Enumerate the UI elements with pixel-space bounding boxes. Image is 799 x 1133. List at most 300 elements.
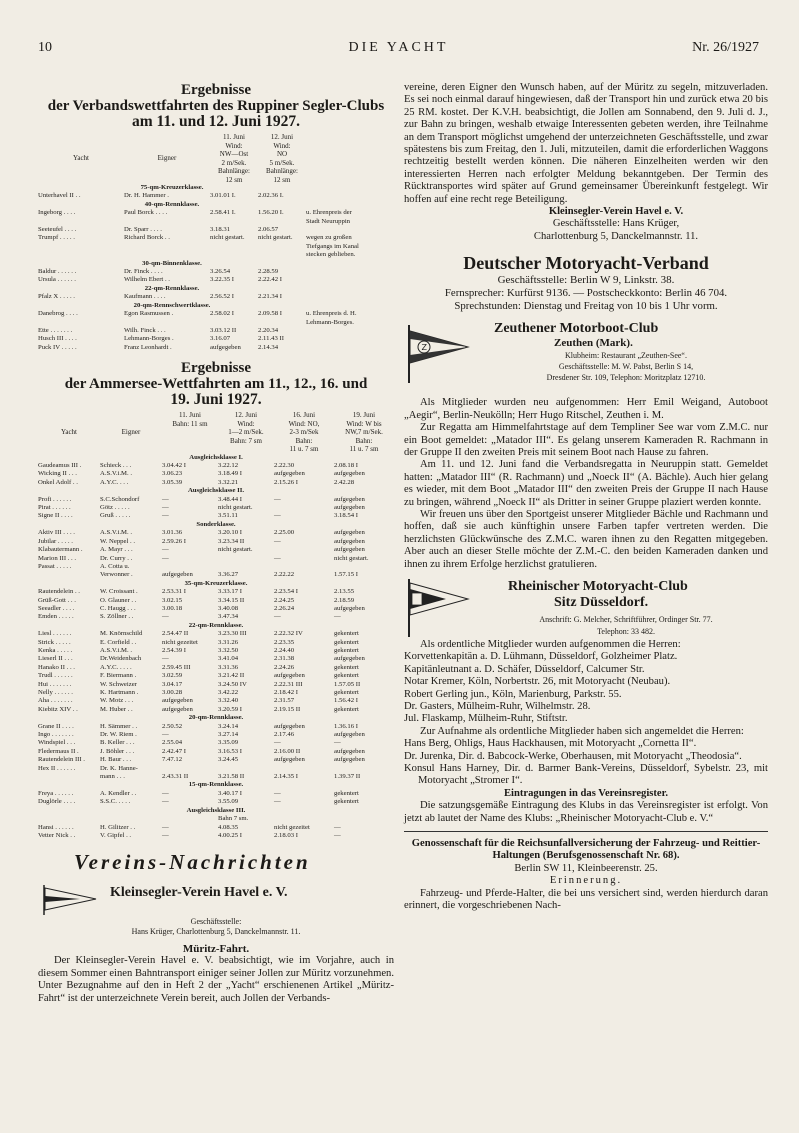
result-day4: aufgegeben bbox=[334, 470, 365, 478]
club1-office: Geschäftsstelle: bbox=[190, 917, 242, 927]
register-paragraph: Die satzungsgemäße Eintragung des Klubs in das Vereinsregister ist erfolgt. Von jetzt ab lautet der Name des Klubs: „Rheinischer Motoryacht-Club e. V.“ bbox=[404, 800, 768, 824]
table-row bbox=[38, 470, 394, 478]
result-day1: 3.26.54 bbox=[210, 268, 231, 276]
member-line: Hans Berg, Ohligs, Haus Hackhausen, mit Motoryacht „Cornetta II“. bbox=[404, 738, 697, 750]
yacht-name: Hansi . . . . . . bbox=[38, 823, 74, 831]
result-day2: 3.23.30 III bbox=[218, 630, 247, 638]
spacer-cell bbox=[306, 184, 394, 192]
class-name: 30-qm-Binnenklasse. bbox=[142, 259, 202, 267]
yacht-name: Kenka . . . . . bbox=[38, 646, 73, 654]
table-row bbox=[38, 824, 394, 832]
yacht-name: Puck IV . . . . . bbox=[38, 343, 77, 351]
result-day3 bbox=[274, 815, 334, 823]
ammersee-col-day1 bbox=[162, 411, 218, 454]
column-header-line: NW—Ost bbox=[219, 150, 249, 158]
member-line: Robert Gerling jun., Köln, Marienburg, Parkstr. 55. bbox=[404, 688, 622, 700]
result-day1: 3.03.12 II bbox=[210, 326, 237, 334]
yacht-name: Ette . . . . . . . bbox=[38, 326, 73, 334]
result-day1: — bbox=[162, 554, 169, 562]
result-day4: 1.56.42 I bbox=[334, 697, 358, 705]
result-day4: 3.18.54 I bbox=[334, 512, 358, 520]
ammersee-results bbox=[38, 360, 394, 840]
owner-name: A.Y.C. . . . . bbox=[100, 663, 132, 671]
table-row bbox=[38, 243, 394, 251]
yacht-name: Ingo . . . . . . . bbox=[38, 731, 74, 739]
class-name: 20-qm-Rennklasse. bbox=[188, 714, 244, 722]
table-row bbox=[38, 613, 394, 621]
result-day3: 2.14.35 I bbox=[274, 773, 298, 781]
result-day3: 2.24.26 bbox=[274, 663, 295, 671]
result-day3: 2.26.24 bbox=[274, 604, 295, 612]
section-divider bbox=[404, 831, 768, 832]
result-day3: 2.31.57 bbox=[274, 697, 295, 705]
result-day1: 2.50.52 bbox=[162, 722, 183, 730]
yacht-name: Vetter Nick . . bbox=[38, 831, 76, 839]
member-line: Korvettenkapitän a. D. Lühmann, Düsseldorf, Golzheimer Platz. bbox=[404, 651, 678, 663]
issue-number: Nr. 26/1927 bbox=[692, 40, 759, 55]
zmc-header bbox=[404, 321, 768, 397]
table-row bbox=[38, 655, 394, 663]
result-note bbox=[306, 293, 394, 301]
class-name: 35-qm-Kreuzerklasse. bbox=[184, 579, 248, 587]
yacht-name bbox=[38, 251, 124, 259]
owner-name: W. Schweizer bbox=[100, 680, 137, 688]
genossenschaft-text bbox=[404, 888, 768, 913]
yacht-name: Trudl . . . . . . bbox=[38, 672, 73, 680]
result-day1: 2.42.47 I bbox=[162, 747, 186, 755]
result-day1: — bbox=[162, 823, 169, 831]
yacht-name: Marion III . . . bbox=[38, 554, 77, 562]
table-row bbox=[38, 504, 394, 512]
ammersee-table bbox=[38, 454, 394, 841]
class-row bbox=[38, 184, 394, 192]
result-day4: gekentert bbox=[334, 630, 359, 638]
table-row bbox=[38, 739, 394, 747]
result-day1: 7.47.12 bbox=[162, 756, 183, 764]
table-row bbox=[38, 209, 394, 217]
result-day1: — bbox=[162, 731, 169, 739]
result-day3: 2.31.38 bbox=[274, 655, 295, 663]
owner-name: E. Corfield . . bbox=[100, 638, 137, 646]
table-row bbox=[38, 293, 394, 301]
owner-name: Wilh. Finck . . . bbox=[124, 326, 166, 334]
ruppin-title-1: Ergebnisse bbox=[180, 82, 251, 98]
yacht-name: Hanako II . . . bbox=[38, 663, 75, 671]
yacht-name: Seeteufel . . . . bbox=[38, 226, 77, 234]
yacht-name: Unterhavel II . . bbox=[38, 192, 81, 200]
owner-name bbox=[100, 815, 162, 823]
result-day2: 4.08.35 bbox=[218, 823, 239, 831]
table-row bbox=[38, 479, 394, 487]
result-day4: aufgegeben bbox=[334, 655, 365, 663]
owner-name: S.C.Schondorf bbox=[100, 495, 140, 503]
result-day3: — bbox=[274, 495, 281, 503]
result-day3: 2.22.30 bbox=[274, 462, 295, 470]
result-note bbox=[306, 335, 394, 343]
result-day3: — bbox=[274, 554, 281, 562]
club1-address: Hans Krüger, Charlottenburg 5, Danckelmannstr. 11. bbox=[131, 927, 301, 937]
owner-name: M. Huber . . bbox=[100, 705, 133, 713]
table-row bbox=[38, 706, 394, 714]
owner-name: A. Cotta u. bbox=[100, 562, 130, 570]
result-day2: 3.32.21 bbox=[218, 478, 239, 486]
result-day2: 2.20.34 bbox=[258, 326, 279, 334]
result-day2: 3.55.09 bbox=[218, 798, 239, 806]
yacht-name: Rautendelein III . bbox=[38, 756, 85, 764]
table-row bbox=[38, 815, 394, 823]
class-name: Ausgleichsklasse III. bbox=[186, 806, 246, 814]
class-name: 75-qm-Kreuzerklasse. bbox=[140, 184, 204, 191]
result-day3 bbox=[274, 504, 334, 512]
yacht-name bbox=[38, 571, 100, 579]
result-day2: 3.36.27 bbox=[218, 571, 239, 579]
result-day1: — bbox=[162, 546, 169, 554]
ruppin-results bbox=[38, 82, 394, 352]
page-header bbox=[38, 40, 759, 62]
table-row bbox=[38, 512, 394, 520]
result-day1 bbox=[210, 218, 258, 226]
owner-name: Paul Borck . . . . bbox=[124, 209, 168, 217]
rmc-members bbox=[404, 639, 768, 788]
owner-name: Schieck . . . bbox=[100, 462, 132, 470]
result-day2: 3.32.40 bbox=[218, 697, 239, 705]
result-day2 bbox=[218, 765, 274, 773]
result-day2: 3.20.10 I bbox=[218, 529, 242, 537]
result-day4: gekentert bbox=[334, 638, 359, 646]
result-day2: 1.56.20 I. bbox=[258, 209, 284, 217]
result-day2: 3.24.14 bbox=[218, 722, 239, 730]
result-day2: nicht gestart. bbox=[218, 546, 253, 554]
zmc-flag-icon bbox=[406, 325, 470, 383]
owner-name bbox=[124, 319, 210, 327]
result-day3: 2.25.00 bbox=[274, 529, 295, 537]
page-number: 10 bbox=[38, 40, 52, 55]
result-day1: aufgegeben bbox=[210, 343, 241, 351]
result-note: u. Ehrenpreis der bbox=[306, 209, 352, 217]
owner-name bbox=[124, 243, 210, 251]
signature-office: Geschäftsstelle: Hans Krüger, bbox=[552, 218, 680, 230]
table-row bbox=[38, 538, 394, 546]
table-row bbox=[38, 790, 394, 798]
result-day1: 2.56.52 I bbox=[210, 293, 234, 301]
result-day1: 2.53.31 I bbox=[162, 588, 186, 596]
result-day4: aufgegeben bbox=[334, 495, 365, 503]
yacht-name: Trumpf . . . . . bbox=[38, 234, 75, 242]
yacht-name: Liesl . . . . . . bbox=[38, 630, 72, 638]
result-day1 bbox=[162, 765, 218, 773]
table-row bbox=[38, 268, 394, 276]
result-day3: 2.18.42 I bbox=[274, 689, 298, 696]
yacht-name: Pfalz X . . . . . bbox=[38, 293, 75, 301]
result-day4: aufgegeben bbox=[334, 546, 365, 554]
result-day2: nicht gestart. bbox=[258, 234, 293, 242]
result-day1: 3.01.36 bbox=[162, 529, 183, 537]
result-day2: 2.14.34 bbox=[258, 343, 279, 351]
result-day4: gekentert bbox=[334, 798, 359, 806]
result-day3: aufgegeben bbox=[274, 756, 305, 764]
table-row bbox=[38, 773, 394, 781]
owner-name: Dr. Finck . . . . bbox=[124, 268, 163, 276]
ammersee-col-owner: Eigner bbox=[121, 428, 141, 437]
result-day2: 2.06.57 bbox=[258, 226, 279, 234]
yacht-name: Pirat . . . . . . bbox=[38, 504, 71, 512]
column-header-line: Bahnlänge: bbox=[266, 167, 298, 175]
result-day4: 2.13.55 bbox=[334, 588, 355, 596]
class-row bbox=[38, 285, 394, 293]
member-line: Dr. Jurenka, Dir. d. Babcock-Werke, Oberhausen, mit Motoryacht „Theodosia“. bbox=[404, 750, 742, 762]
table-row bbox=[38, 218, 394, 226]
result-day1: — bbox=[162, 512, 169, 520]
owner-name: V. Gipfel . . bbox=[100, 831, 132, 839]
muritz-text bbox=[38, 955, 394, 1005]
result-note: Lehmann-Borges. bbox=[306, 318, 354, 326]
result-day4: gekentert bbox=[334, 689, 359, 696]
column-header-line: Bahn: 7 sm bbox=[230, 436, 262, 445]
class-name: Ausgleichsklasse II. bbox=[187, 487, 245, 495]
column-header-line: Bahn: 11 sm bbox=[172, 419, 208, 428]
class-row bbox=[38, 260, 394, 268]
club1-name: Kleinsegler-Verein Havel e. V. bbox=[110, 885, 288, 901]
result-day1: 3.00.18 bbox=[162, 604, 183, 612]
result-day3: aufgegeben bbox=[274, 722, 305, 730]
result-day4: gekentert bbox=[334, 663, 359, 671]
result-day1 bbox=[210, 243, 258, 251]
owner-name: Dr. K. Hanne- bbox=[100, 764, 138, 772]
result-day1: 3.02.59 bbox=[162, 672, 183, 680]
table-row bbox=[38, 276, 394, 284]
owner-name: Gruß . . . . . bbox=[100, 512, 131, 520]
result-day2: 3.31.26 bbox=[218, 638, 239, 646]
table-row bbox=[38, 605, 394, 613]
class-row bbox=[38, 454, 394, 462]
result-day4: 1.36.16 I bbox=[334, 722, 358, 730]
owner-name: Dr. Sparr . . . . bbox=[124, 226, 162, 234]
yacht-name: Aktiv III . . . . bbox=[38, 529, 75, 537]
result-day1: — bbox=[162, 655, 169, 663]
table-row bbox=[38, 234, 394, 242]
result-note: stecken geblieben. bbox=[306, 251, 356, 259]
muritz-title: Müritz-Fahrt. bbox=[182, 943, 250, 956]
zmc-address: Dresdener Str. 109, Telephon: Moritzplatz 12710. bbox=[546, 373, 706, 383]
right-column bbox=[404, 82, 768, 913]
result-day2: 3.21.58 II bbox=[218, 773, 245, 781]
member-line: Als ordentliche Mitglieder wurden aufgenommen die Herren: bbox=[420, 638, 681, 650]
yacht-name: Hex II . . . . . . bbox=[38, 764, 76, 772]
owner-name: Dr. Curry . . bbox=[100, 554, 133, 562]
owner-name: A.Y.C. . . . bbox=[100, 478, 129, 486]
table-row bbox=[38, 798, 394, 806]
result-note: wegen zu großen bbox=[306, 234, 352, 242]
table-row bbox=[38, 588, 394, 596]
table-row bbox=[38, 310, 394, 318]
column-header-line: 16. Juni bbox=[292, 411, 316, 420]
result-day1: 2.59.45 III bbox=[162, 663, 191, 671]
zmc-paragraph-2: Zur Regatta am Himmelfahrtstage auf dem Templiner See war vom Z.M.C. nur ein Boot gemeldet: „Matador III“. Es gelang unserem Kameraden R. Rachmann in der Gruppe II den zweiten Preis mit seinem Boot nach Hause zu fahren. bbox=[404, 422, 768, 458]
result-day4: aufgegeben bbox=[334, 537, 365, 545]
genossenschaft-title: Genossenschaft für die Reichsunfallversicherung der Fahrzeug- und Reittier-Haltungen (Berufsgenossenschaft Nr. 68). bbox=[411, 838, 761, 862]
yacht-name: Freya . . . . . . bbox=[38, 789, 74, 797]
dmv-hours: Sprechstunden: Dienstag und Freitag von 10 bis 1 Uhr vorm. bbox=[454, 300, 718, 313]
result-day1 bbox=[210, 251, 258, 259]
result-day2: 2.22.42 I bbox=[258, 276, 282, 284]
result-note: Tiefgangs im Kanal bbox=[306, 242, 359, 250]
column-header-line: 11. Juni bbox=[179, 411, 201, 420]
owner-name: Dr. H. Hammer . bbox=[124, 192, 169, 200]
result-day2: 3.32.50 bbox=[218, 646, 239, 654]
rmc-flag-icon bbox=[406, 579, 470, 637]
member-line: Kapitänleutnant a. D. Schäfer, Düsseldorf, Calcumer Str. bbox=[404, 663, 645, 675]
owner-name: Lehmann-Borges . bbox=[124, 335, 174, 343]
owner-name: A.S.V.i.M. . bbox=[100, 646, 133, 654]
ammersee-title-1: Ergebnisse bbox=[180, 360, 251, 377]
member-line: Dr. Gasters, Mülheim-Ruhr, Wilhelmstr. 28. bbox=[404, 701, 591, 712]
result-day3: 2.23.35 bbox=[274, 638, 295, 646]
result-day2: 2.02.36 I. bbox=[258, 192, 284, 200]
ammersee-col-day2 bbox=[218, 411, 274, 454]
column-header-line: Wind: bbox=[273, 141, 291, 150]
result-day4: 2.08.18 I bbox=[334, 462, 358, 470]
class-row bbox=[38, 622, 394, 630]
column-header-line: Bahn: bbox=[295, 436, 313, 445]
column-header-line: Wind: bbox=[237, 419, 255, 428]
result-day2 bbox=[258, 251, 306, 259]
result-day1 bbox=[162, 815, 218, 823]
result-day2: 3.41.04 bbox=[218, 655, 239, 663]
result-day1: — bbox=[162, 495, 169, 503]
result-day1: 2.54.39 I bbox=[162, 646, 186, 654]
table-row bbox=[38, 251, 394, 259]
table-row bbox=[38, 630, 394, 638]
result-day1 bbox=[162, 563, 218, 571]
result-day2: 3.42.22 bbox=[218, 689, 239, 696]
table-row bbox=[38, 226, 394, 234]
table-row bbox=[38, 639, 394, 647]
zmc-office: Geschäftsstelle: M. W. Pabst, Berlin S 14, bbox=[558, 362, 694, 372]
column-header-line: NO bbox=[276, 150, 288, 158]
result-day2: 3.27.14 bbox=[218, 731, 239, 739]
yacht-name: Aha . . . . . . . bbox=[38, 697, 73, 705]
yacht-name: Kiebitz XIV . . bbox=[38, 705, 78, 713]
result-day1: nicht gezeitet bbox=[162, 638, 198, 646]
zmc-clubhouse: Klubheim: Restaurant „Zeuthen-See“. bbox=[565, 351, 687, 361]
class-row bbox=[38, 201, 394, 209]
yacht-name bbox=[38, 218, 124, 226]
result-day2 bbox=[258, 243, 306, 251]
owner-name: H. Baur . . . bbox=[100, 756, 132, 764]
result-day2: 2.28.59 bbox=[258, 268, 279, 276]
owner-name: Dr.Weidenbach bbox=[100, 655, 142, 663]
result-day3: nicht gezeitet bbox=[274, 823, 310, 831]
ruppin-col-day1 bbox=[210, 133, 258, 184]
result-day1: 2.54.47 II bbox=[162, 630, 189, 638]
result-day4: gekentert bbox=[334, 672, 359, 680]
ruppin-col-yacht: Yacht bbox=[72, 154, 89, 163]
result-day1: 3.02.15 bbox=[162, 596, 183, 604]
owner-name: C. Haugg . . . bbox=[100, 604, 136, 612]
result-day4: 1.57.05 II bbox=[334, 680, 361, 688]
result-day2: 4.00.25 I bbox=[218, 831, 242, 839]
genossenschaft-paragraph: Fahrzeug- und Pferde-Halter, die bei uns versichert sind, werden hierdurch daran erinnert, die vorgeschriebenen Nach- bbox=[404, 887, 768, 912]
table-row bbox=[38, 496, 394, 504]
yacht-name: Jubilar . . . . . bbox=[38, 537, 73, 545]
ammersee-header-table bbox=[38, 411, 394, 454]
ammersee-col-yacht: Yacht bbox=[60, 428, 77, 437]
result-day1: 2.55.04 bbox=[162, 739, 183, 747]
yacht-name: Hui . . . . . . . bbox=[38, 680, 72, 688]
yacht-name: Ingeborg . . . . bbox=[38, 209, 76, 217]
signature-club: Kleinsegler-Verein Havel e. V. bbox=[548, 206, 684, 218]
result-day4: aufgegeben bbox=[334, 731, 365, 739]
column-header-line: 11 u. 7 sm bbox=[289, 445, 319, 454]
result-day1: 3.22.35 I bbox=[210, 276, 234, 284]
result-day1: 3.00.28 bbox=[162, 689, 183, 696]
ruppin-col-owner: Eigner bbox=[157, 154, 177, 163]
result-day2: 2.09.58 I bbox=[258, 310, 282, 318]
result-day2: 3.34.15 II bbox=[218, 596, 245, 604]
result-day2: 2.21.34 I bbox=[258, 293, 282, 301]
result-day4 bbox=[334, 815, 394, 823]
owner-name: W. Neppel . . bbox=[100, 537, 136, 545]
owner-name: A. Mayr . . . bbox=[100, 546, 133, 554]
result-day3: — bbox=[274, 739, 281, 747]
yacht-name: Husch III . . . . bbox=[38, 335, 77, 343]
result-day1: aufgegeben bbox=[162, 697, 193, 705]
result-day3: 2.23.54 I bbox=[274, 588, 298, 596]
spacer-cell bbox=[306, 260, 394, 268]
result-day2: 3.40.08 bbox=[218, 604, 239, 612]
yacht-name: Wicking II . . . bbox=[38, 470, 77, 478]
register-text bbox=[404, 800, 768, 825]
result-day2: 3.18.49 I bbox=[218, 470, 242, 478]
table-row bbox=[38, 563, 394, 571]
owner-name: S. Zöllner . . bbox=[100, 613, 134, 621]
result-day1: aufgegeben bbox=[162, 571, 193, 579]
result-day2: 3.47.34 bbox=[218, 613, 239, 621]
result-day3: 2.18.03 I bbox=[274, 831, 298, 839]
ruppin-col-day2 bbox=[258, 133, 306, 184]
owner-name: H. Sämmer . . bbox=[100, 722, 138, 730]
result-note bbox=[306, 327, 394, 335]
zmc-paragraph-3: Am 11. und 12. Juni fand die Verbandsregatta in Neuruppin statt. Gemeldet hatten: „Matador III“ (R. Rachmann) und „Noeck II“ (A. Bächle). Auch hier gelang es wieder, mit dem Boot „Matador III“ den zweiten Preis der Gruppe II nach Hause zu bringen, während „Noeck II“ als Dritter in seiner Gruppe plaziert werden konnte. bbox=[404, 459, 768, 508]
table-row bbox=[38, 765, 394, 773]
result-day2: 3.33.17 I bbox=[218, 588, 242, 596]
result-day3: 2.16.00 II bbox=[274, 747, 301, 755]
yacht-name bbox=[38, 243, 124, 251]
class-name: Sonderklasse. bbox=[196, 520, 236, 528]
column-header-line: 12 sm bbox=[225, 175, 243, 184]
class-name: 22-qm-Rennklasse. bbox=[188, 621, 244, 629]
result-day1: 3.01.01 I. bbox=[210, 192, 236, 200]
yacht-name bbox=[38, 773, 100, 781]
yacht-name bbox=[38, 815, 100, 823]
dmv-title: Deutscher Motoryacht-Verband bbox=[463, 253, 709, 274]
class-name: Ausgleichsklasse I. bbox=[189, 453, 243, 461]
yacht-name: Passat . . . . . bbox=[38, 562, 72, 570]
yacht-name: Fledermaus II . bbox=[38, 747, 79, 755]
member-line: Jul. Flaskamp, Mülheim-Ruhr, Stiftstr. bbox=[404, 713, 568, 725]
ammersee-col-day4 bbox=[334, 411, 394, 454]
column-header-line: NW,7 m/Sek. bbox=[345, 428, 383, 437]
owner-name: M. Knörnschild bbox=[100, 630, 143, 638]
continuation-text bbox=[404, 82, 768, 206]
result-day3: — bbox=[274, 537, 281, 545]
owner-name: A.S.V.i.M. . bbox=[100, 529, 133, 537]
owner-name: W. Motz . . . bbox=[100, 697, 134, 705]
yacht-name: Gaudeamus III . bbox=[38, 462, 82, 470]
result-day4: aufgegeben bbox=[334, 604, 365, 612]
yacht-name: Seeadler . . . . bbox=[38, 604, 75, 612]
result-day4: 2.18.59 bbox=[334, 596, 355, 604]
